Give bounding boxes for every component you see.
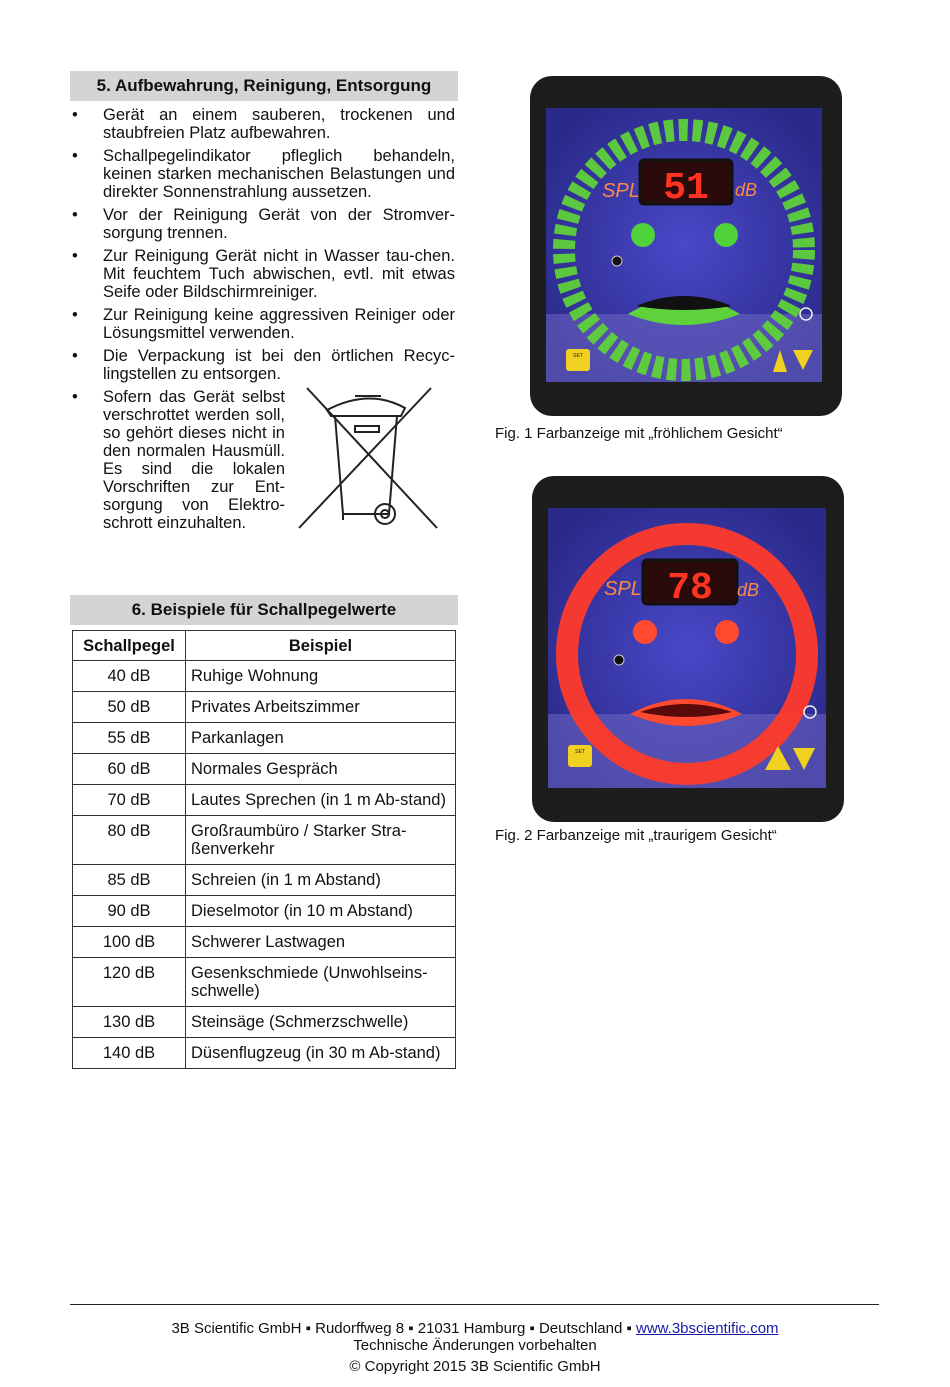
section-5-heading: 5. Aufbewahrung, Reinigung, Entsorgung — [70, 71, 458, 101]
table-row — [73, 958, 456, 1007]
table-row — [73, 816, 456, 865]
sound-level-table — [72, 630, 456, 1069]
column-header-example: Beispiel — [186, 631, 456, 661]
list-item: • Zur Reinigung keine aggressiven Reiniger oder Lösungsmittel verwenden. — [70, 306, 455, 342]
crossed-out-bin-icon — [297, 386, 441, 532]
svg-text:SET: SET — [573, 353, 583, 359]
spl-value-display: 78 — [667, 567, 713, 610]
sound-level-cell: 55 dB — [73, 723, 186, 754]
db-label: dB — [734, 180, 758, 200]
example-cell: Parkanlagen — [186, 723, 456, 754]
sound-level-cell: 130 dB — [73, 1007, 186, 1038]
sound-level-cell: 70 dB — [73, 785, 186, 816]
example-cell: Großraumbüro / Starker Stra-ßenverkehr — [186, 816, 456, 865]
sound-level-cell: 50 dB — [73, 692, 186, 723]
figure-1-caption: Fig. 1 Farbanzeige mit „fröhlichem Gesicht“ — [495, 425, 783, 442]
table-row — [73, 723, 456, 754]
sound-level-cell: 140 dB — [73, 1038, 186, 1069]
column-header-level: Schallpegel — [73, 631, 186, 661]
company-address: 3B Scientific GmbH ▪ Rudorffweg 8 ▪ 21031 Hamburg ▪ Deutschland ▪ — [171, 1320, 632, 1337]
sound-level-cell: 40 dB — [73, 661, 186, 692]
list-item: • Sofern das Gerät selbst verschrottet werden soll, so gehört dieses nicht in den normalen Hausmüll. Es sind die lokalen Vorschriften zur Ent-sorgung von Elektro-schrott einzuhalten. — [70, 388, 285, 532]
table-row — [73, 896, 456, 927]
table-row — [73, 927, 456, 958]
example-cell: Düsenflugzeug (in 30 m Ab-stand) — [186, 1038, 456, 1069]
list-item: • Die Verpackung ist bei den örtlichen Recyc-lingstellen zu entsorgen. — [70, 347, 455, 383]
example-cell: Ruhige Wohnung — [186, 661, 456, 692]
sound-level-cell: 85 dB — [73, 865, 186, 896]
table-row — [73, 661, 456, 692]
right-eye-light — [714, 223, 738, 247]
spl-value-display: 51 — [663, 167, 709, 210]
section-6-heading: 6. Beispiele für Schallpegelwerte — [70, 595, 458, 625]
figure-2-caption: Fig. 2 Farbanzeige mit „traurigem Gesicht“ — [495, 827, 777, 844]
example-cell: Steinsäge (Schmerzschwelle) — [186, 1007, 456, 1038]
example-cell: Lautes Sprechen (in 1 m Ab-stand) — [186, 785, 456, 816]
left-eye-light — [633, 620, 657, 644]
footer-address — [0, 1320, 950, 1337]
footer-divider — [70, 1304, 879, 1305]
sound-level-cell: 100 dB — [73, 927, 186, 958]
table-row — [73, 1007, 456, 1038]
table-row — [73, 1038, 456, 1069]
list-item: • Zur Reinigung Gerät nicht in Wasser tau-chen. Mit feuchtem Tuch abwischen, evtl. mit etwas Seife oder Bildschirmreiniger. — [70, 247, 455, 301]
website-link[interactable]: www.3bscientific.com — [636, 1320, 779, 1337]
example-cell: Schreien (in 1 m Abstand) — [186, 865, 456, 896]
left-eye-light — [631, 223, 655, 247]
list-item: • Vor der Reinigung Gerät von der Stromver-sorgung trennen. — [70, 206, 455, 242]
list-item: • Gerät an einem sauberen, trockenen und staubfreien Platz aufbewahren. — [70, 106, 455, 142]
table-row — [73, 692, 456, 723]
example-cell: Schwerer Lastwagen — [186, 927, 456, 958]
example-cell: Gesenkschmiede (Unwohlseins-schwelle) — [186, 958, 456, 1007]
db-label: dB — [736, 580, 760, 600]
spl-label: SPL — [602, 180, 640, 202]
table-row — [73, 785, 456, 816]
table-row — [73, 865, 456, 896]
table-row — [73, 754, 456, 785]
table-header-row — [73, 631, 456, 661]
example-cell: Dieselmotor (in 10 m Abstand) — [186, 896, 456, 927]
sound-level-cell: 120 dB — [73, 958, 186, 1007]
sound-level-cell: 80 dB — [73, 816, 186, 865]
sad-face-display-image — [530, 474, 846, 824]
svg-text:SET: SET — [575, 749, 585, 755]
sound-level-cell: 60 dB — [73, 754, 186, 785]
sound-level-cell: 90 dB — [73, 896, 186, 927]
list-item: • Schallpegelindikator pfleglich behandeln, keinen starken mechanischen Belastungen und direkter Sonnenstrahlung aussetzen. — [70, 147, 455, 201]
example-cell: Privates Arbeitszimmer — [186, 692, 456, 723]
happy-face-display-image — [528, 74, 844, 418]
footer-notice: Technische Änderungen vorbehalten — [353, 1337, 597, 1354]
spl-label: SPL — [604, 578, 642, 600]
footer-copyright: © Copyright 2015 3B Scientific GmbH — [349, 1358, 601, 1375]
example-cell: Normales Gespräch — [186, 754, 456, 785]
right-eye-light — [715, 620, 739, 644]
